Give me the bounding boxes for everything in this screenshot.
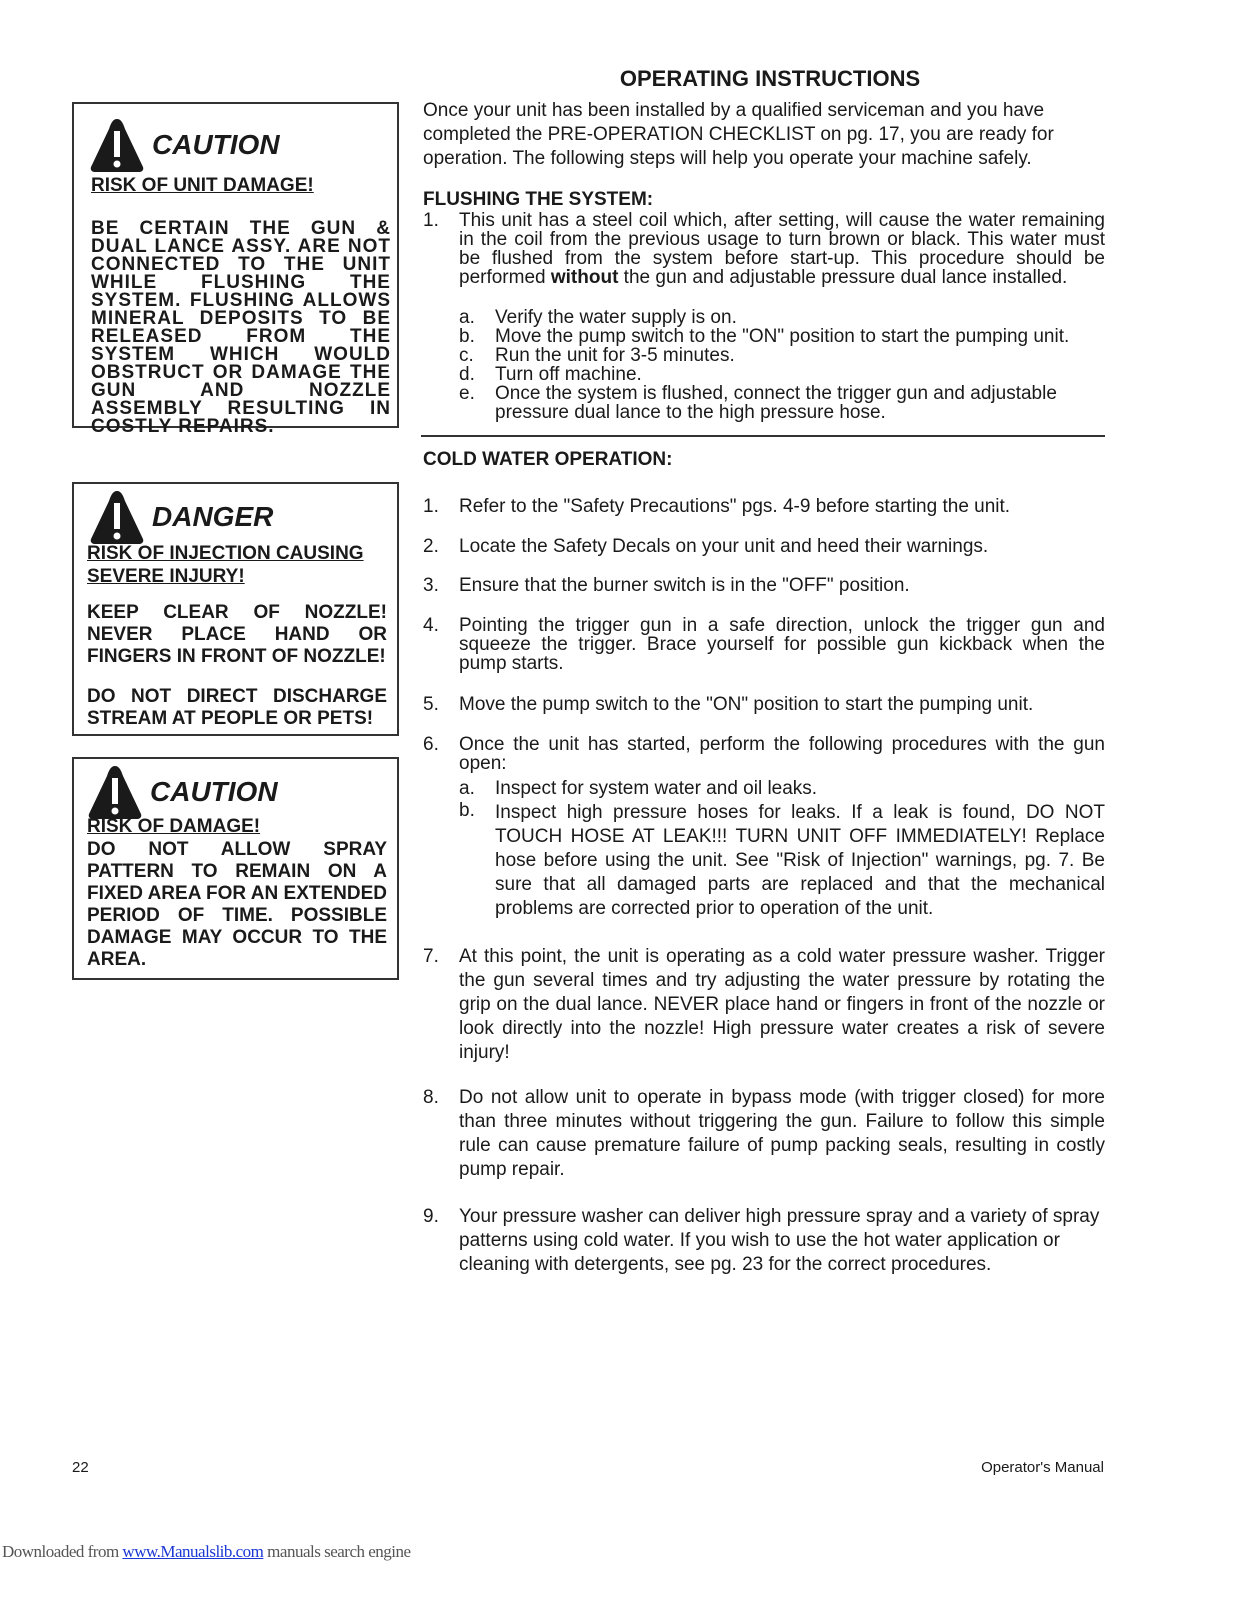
warning-text-nozzle: KEEP CLEAR OF NOZZLE! NEVER PLACE HAND OR FINGERS IN FRONT OF NOZZLE! bbox=[87, 602, 387, 667]
flushing-step-1 bbox=[423, 211, 1105, 287]
warning-triangle-icon bbox=[88, 117, 146, 173]
signal-word: CAUTION bbox=[150, 776, 278, 807]
flushing-sub-d: d. Turn off machine. bbox=[459, 364, 642, 385]
warning-subtitle: RISK OF UNIT DAMAGE! bbox=[91, 175, 314, 196]
warning-header bbox=[88, 116, 280, 174]
danger-box-injection bbox=[72, 482, 399, 736]
warning-header bbox=[88, 488, 273, 546]
intro-paragraph: Once your unit has been installed by a qualified serviceman and you have completed the PRE-OPERATION CHECKLIST on pg. 17, you are ready for operation. The following steps will help you operate your machine safely. bbox=[423, 100, 1054, 169]
warning-triangle-icon bbox=[86, 764, 144, 820]
manual-name: Operator's Manual bbox=[981, 1459, 1104, 1476]
manualslib-link[interactable]: www.Manualslib.com bbox=[122, 1542, 264, 1561]
flushing-heading: FLUSHING THE SYSTEM: bbox=[423, 189, 654, 210]
cold-step-3: 3. Ensure that the burner switch is in the "OFF" position. bbox=[423, 575, 910, 596]
flushing-sub-b: b. Move the pump switch to the "ON" position to start the pumping unit. bbox=[459, 326, 1070, 347]
warning-text: DO NOT ALLOW SPRAY PATTERN TO REMAIN ON A FIXED AREA FOR AN EXTENDED PERIOD OF TIME. POSSIBLE DAMAGE MAY OCCUR TO THE AREA. bbox=[87, 839, 387, 970]
warning-header bbox=[86, 763, 278, 821]
cold-step6-sub-a: a. Inspect for system water and oil leaks. bbox=[459, 778, 818, 799]
cold-step-7: 7. At this point, the unit is operating as a cold water pressure washer. Trigger the gun several times and try adjusting the water pressure by rotating the grip on the dual lance. NEVER place hand or fingers in front of the nozzle or look directly into the nozzle! High pressure water creates a risk of severe injury! bbox=[423, 946, 1105, 1063]
cold-water-heading: COLD WATER OPERATION: bbox=[423, 449, 673, 470]
bold-emphasis: without bbox=[550, 267, 619, 288]
flushing-sub-c: c. Run the unit for 3-5 minutes. bbox=[459, 345, 735, 366]
section-divider bbox=[421, 435, 1105, 437]
cold-step-5: 5. Move the pump switch to the "ON" position to start the pumping unit. bbox=[423, 694, 1034, 715]
step-number: 1. bbox=[423, 210, 439, 231]
caution-box-damage bbox=[72, 757, 399, 980]
page-number: 22 bbox=[72, 1459, 89, 1476]
cold-step-6: 6. Once the unit has started, perform the following procedures with the gun open: bbox=[423, 734, 1105, 774]
step-text: This unit has a steel coil which, after setting, will cause the water remaining in the coil from the previous usage to turn brown or black. This water must be flushed from the system before start-up. This procedure should be performed without the gun and adjustable pressure dual lance installed. bbox=[459, 210, 1105, 288]
cold-step-4: 4. Pointing the trigger gun in a safe direction, unlock the trigger gun and squeeze the trigger. Brace yourself for possible gun kickback when the pump starts. bbox=[423, 615, 1105, 674]
warning-text-discharge: DO NOT DIRECT DISCHARGE STREAM AT PEOPLE OR PETS! bbox=[87, 686, 387, 729]
warning-subtitle: RISK OF INJECTION CAUSING SEVERE INJURY! bbox=[87, 543, 364, 587]
warning-subtitle: RISK OF DAMAGE! bbox=[87, 816, 261, 837]
cold-step-1: 1. Refer to the "Safety Precautions" pgs. 4-9 before starting the unit. bbox=[423, 496, 1011, 517]
flushing-sub-a: a. Verify the water supply is on. bbox=[459, 307, 737, 328]
caution-box-unit-damage bbox=[72, 102, 399, 437]
cold-step6-sub-b: b. Inspect high pressure hoses for leaks. If a leak is found, DO NOT TOUCH HOSE AT LEAK!!! TURN UNIT OFF IMMEDIATELY! Replace hose before using the unit. See "Risk of Injection" warnings, pg. 7. Be sure that all damaged parts are replaced and that the mechanical problems are corrected prior to operation of the unit. bbox=[459, 800, 1105, 919]
warning-text: BE CERTAIN THE GUN & DUAL LANCE ASSY. ARE NOT CONNECTED TO THE UNIT WHILE FLUSHING THE SYSTEM. FLUSHING ALLOWS MINERAL DEPOSITS TO BE RELEASED FROM THE SYSTEM WHICH WOULD OBSTRUCT OR DAMAGE THE GUN AND NOZZLE ASSEMBLY RESULTING IN COSTLY REPAIRS. bbox=[91, 218, 391, 437]
signal-word: CAUTION bbox=[152, 129, 280, 160]
cold-step-2: 2. Locate the Safety Decals on your unit and heed their warnings. bbox=[423, 536, 989, 557]
flushing-sub-e: e. Once the system is flushed, connect the trigger gun and adjustable pressure dual lance to the high pressure hose. bbox=[459, 383, 1057, 423]
cold-step-9: 9. Your pressure washer can deliver high pressure spray and a variety of spray patterns using cold water. If you wish to use the hot water application or cleaning with detergents, see pg. 23 for the correct procedures. bbox=[423, 1206, 1100, 1275]
warning-triangle-icon bbox=[88, 489, 146, 545]
signal-word: DANGER bbox=[152, 501, 274, 532]
page-title: OPERATING INSTRUCTIONS bbox=[619, 66, 921, 91]
cold-step-8: 8. Do not allow unit to operate in bypass mode (with trigger closed) for more than three minutes without triggering the gun. Failure to follow this simple rule can cause premature failure of pump packing seals, resulting in costly pump repair. bbox=[423, 1087, 1105, 1180]
download-notice: Downloaded from www.Manualslib.com manuals search engine bbox=[2, 1542, 411, 1561]
